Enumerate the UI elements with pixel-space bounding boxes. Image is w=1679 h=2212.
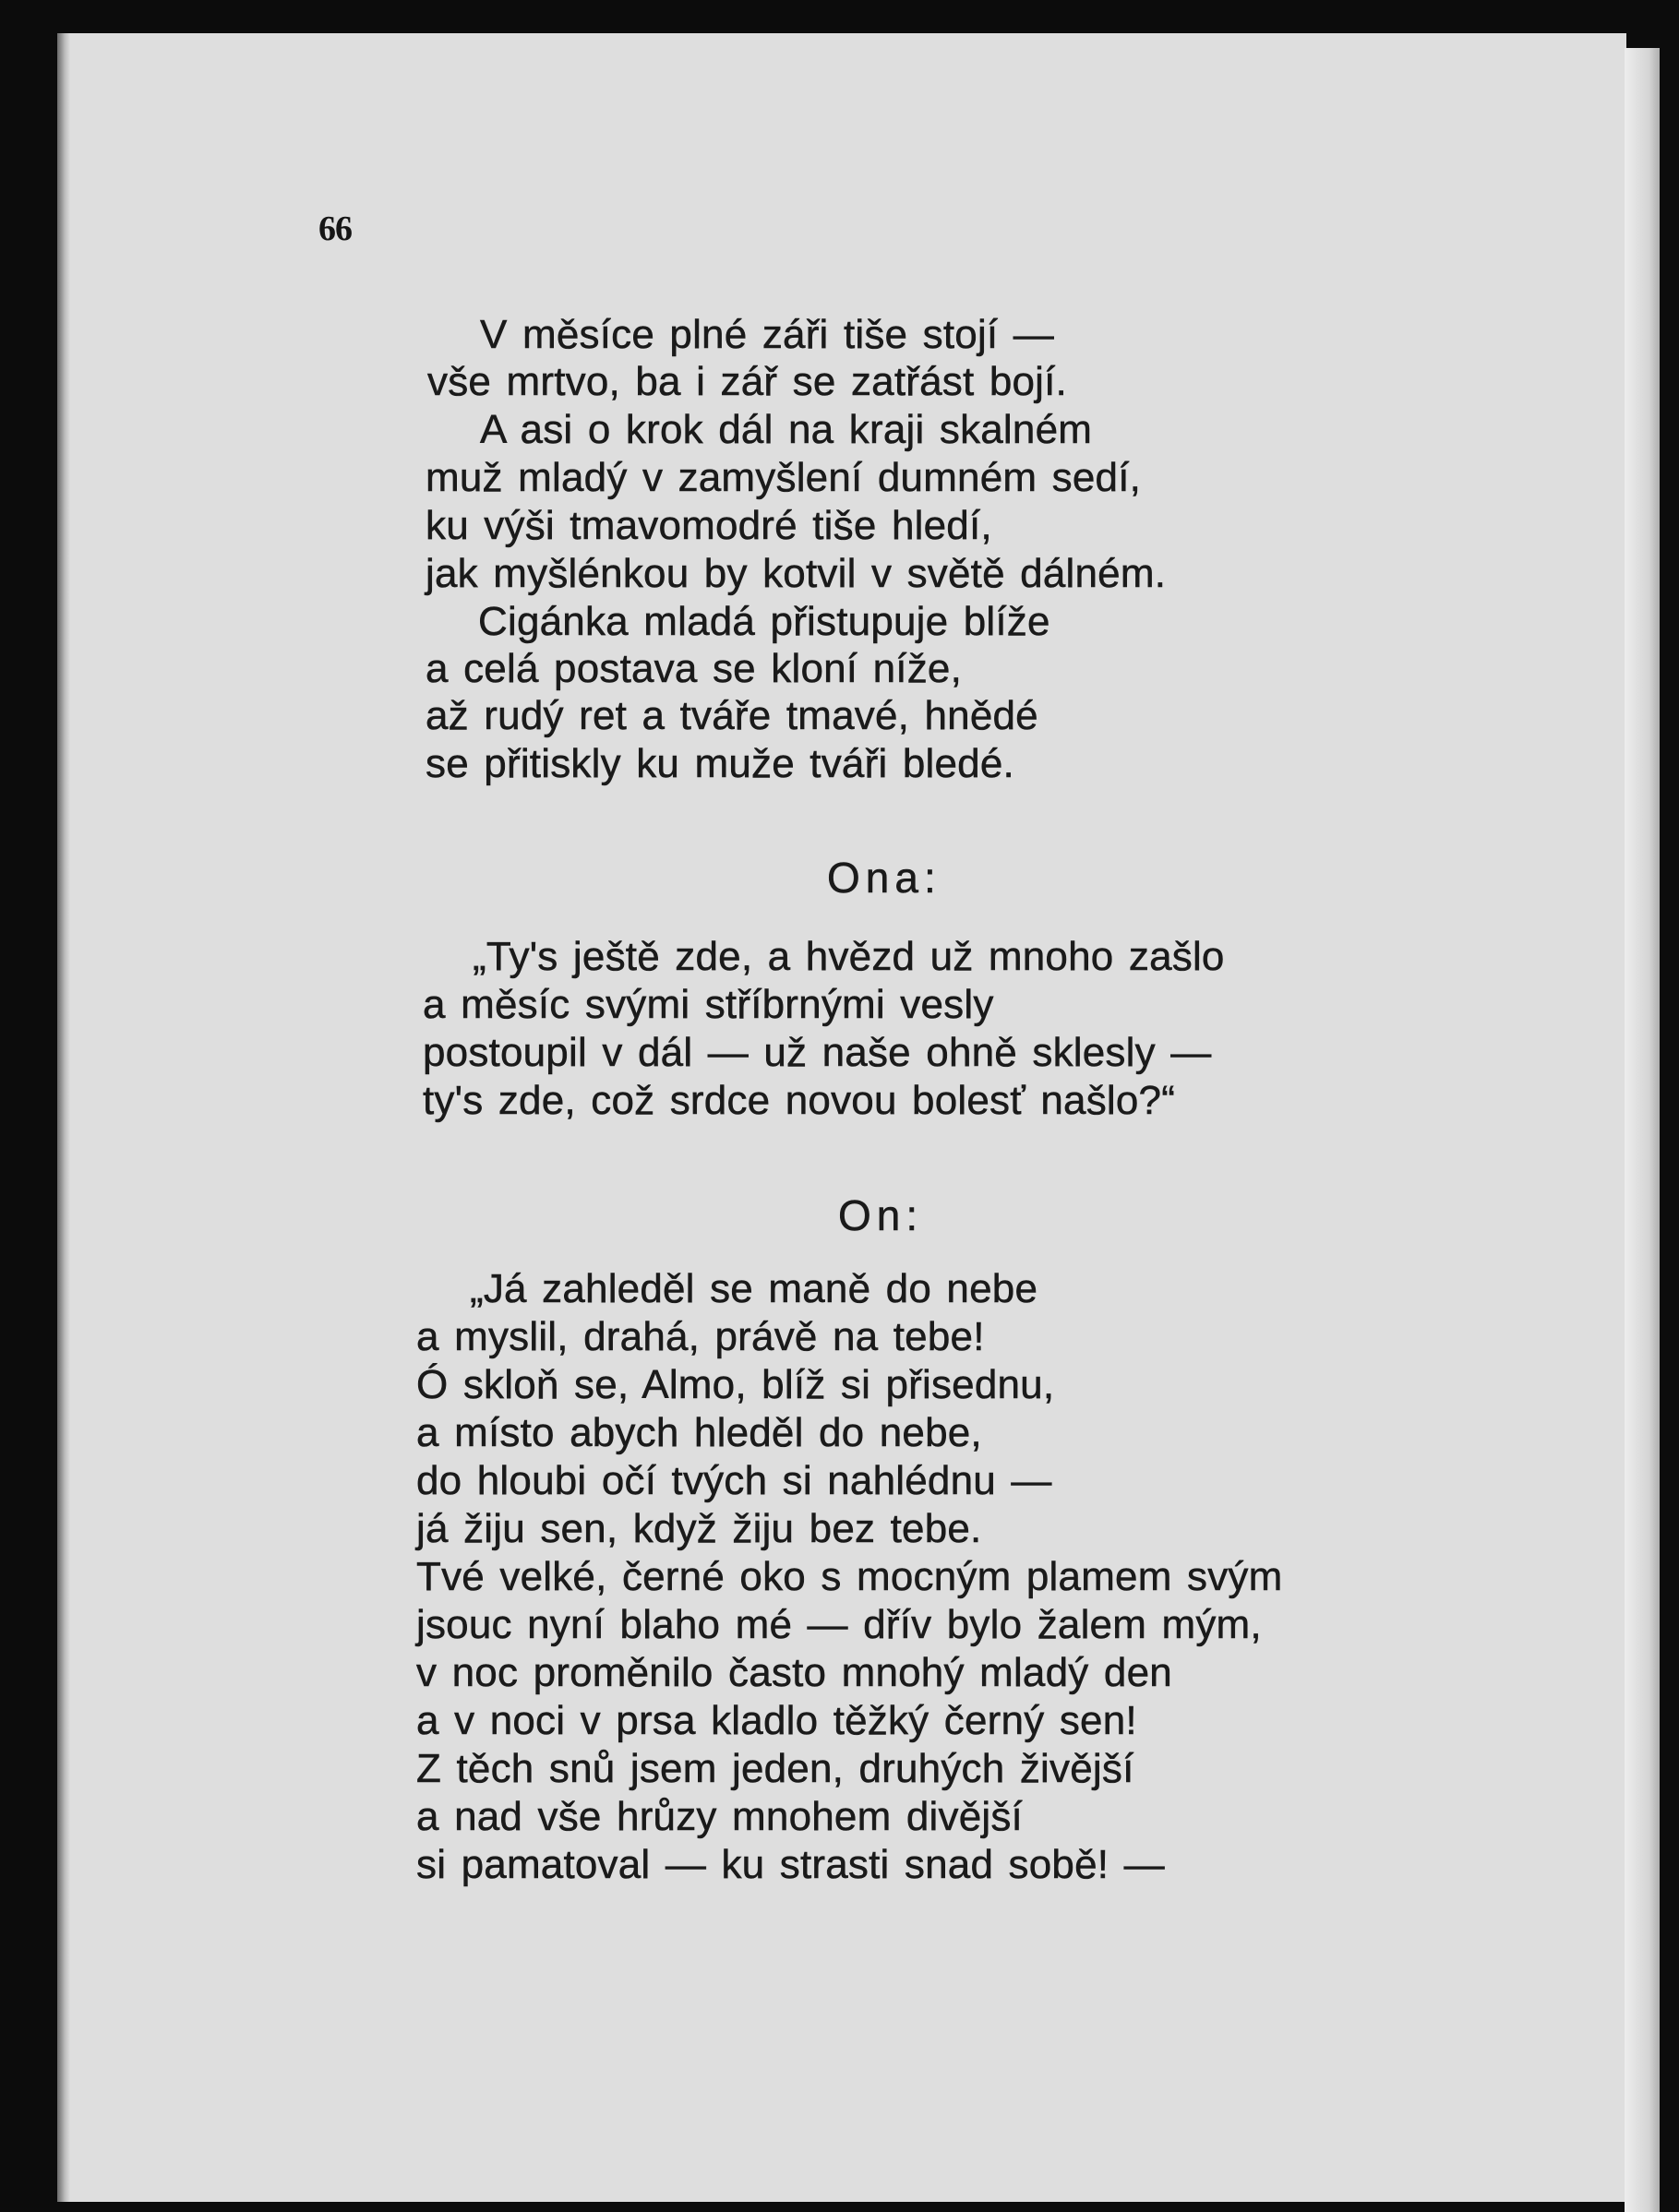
page-number: 66: [318, 209, 352, 248]
poem-line: v noc proměnilo často mnohý mladý den: [416, 1650, 1172, 1695]
poem-line: a v noci v prsa kladlo těžký černý sen!: [416, 1698, 1137, 1743]
poem-line: a místo abych hleděl do nebe,: [416, 1410, 982, 1455]
poem-line: a myslil, drahá, právě na tebe!: [416, 1314, 985, 1359]
poem-line: Tvé velké, černé oko s mocným plamem svým: [416, 1554, 1283, 1599]
poem-line: a celá postava se kloní níže,: [426, 646, 963, 691]
poem-line: ku výši tmavomodré tiše hledí,: [426, 503, 992, 548]
poem-line: muž mladý v zamyšlení dumném sedí,: [426, 455, 1142, 500]
poem-line: jsouc nyní blaho mé — dřív bylo žalem mým,: [416, 1602, 1262, 1647]
poem-line: Cigánka mladá přistupuje blíže: [478, 599, 1050, 644]
poem-line: do hloubi očí tvých si nahlédnu —: [416, 1458, 1052, 1503]
poem-line: a nad vše hrůzy mnohem divější: [416, 1794, 1023, 1839]
poem-line: V měsíce plné záři tiše stojí —: [480, 312, 1054, 357]
poem-line: a měsíc svými stříbrnými vesly: [423, 982, 994, 1027]
poem-line: vše mrtvo, ba i zář se zatřást bojí.: [427, 359, 1067, 404]
poem-line: Ó skloň se, Almo, blíž si přisednu,: [416, 1362, 1055, 1407]
speaker-heading-ona: Ona:: [827, 854, 941, 902]
poem-line: jak myšlénkou by kotvil v světě dálném.: [426, 551, 1167, 596]
poem-line: A asi o krok dál na kraji skalném: [480, 407, 1093, 452]
poem-line: se přitiskly ku muže tváři bledé.: [426, 741, 1014, 786]
poem-line: Z těch snů jsem jeden, druhých živější: [416, 1746, 1134, 1791]
poem-line: „Já zahleděl se maně do nebe: [470, 1266, 1038, 1311]
poem-line: až rudý ret a tváře tmavé, hnědé: [426, 693, 1038, 738]
poem-line: si pamatoval — ku strasti snad sobě! —: [416, 1842, 1165, 1887]
poem-line: ty's zde, což srdce novou bolesť našlo?“: [423, 1078, 1176, 1123]
poem-line: postoupil v dál — už naše ohně sklesly —: [423, 1030, 1212, 1075]
speaker-heading-on: On:: [838, 1191, 924, 1239]
poem-line: já žiju sen, když žiju bez tebe.: [416, 1506, 982, 1551]
poem-line: „Ty's ještě zde, a hvězd už mnoho zašlo: [473, 934, 1225, 979]
